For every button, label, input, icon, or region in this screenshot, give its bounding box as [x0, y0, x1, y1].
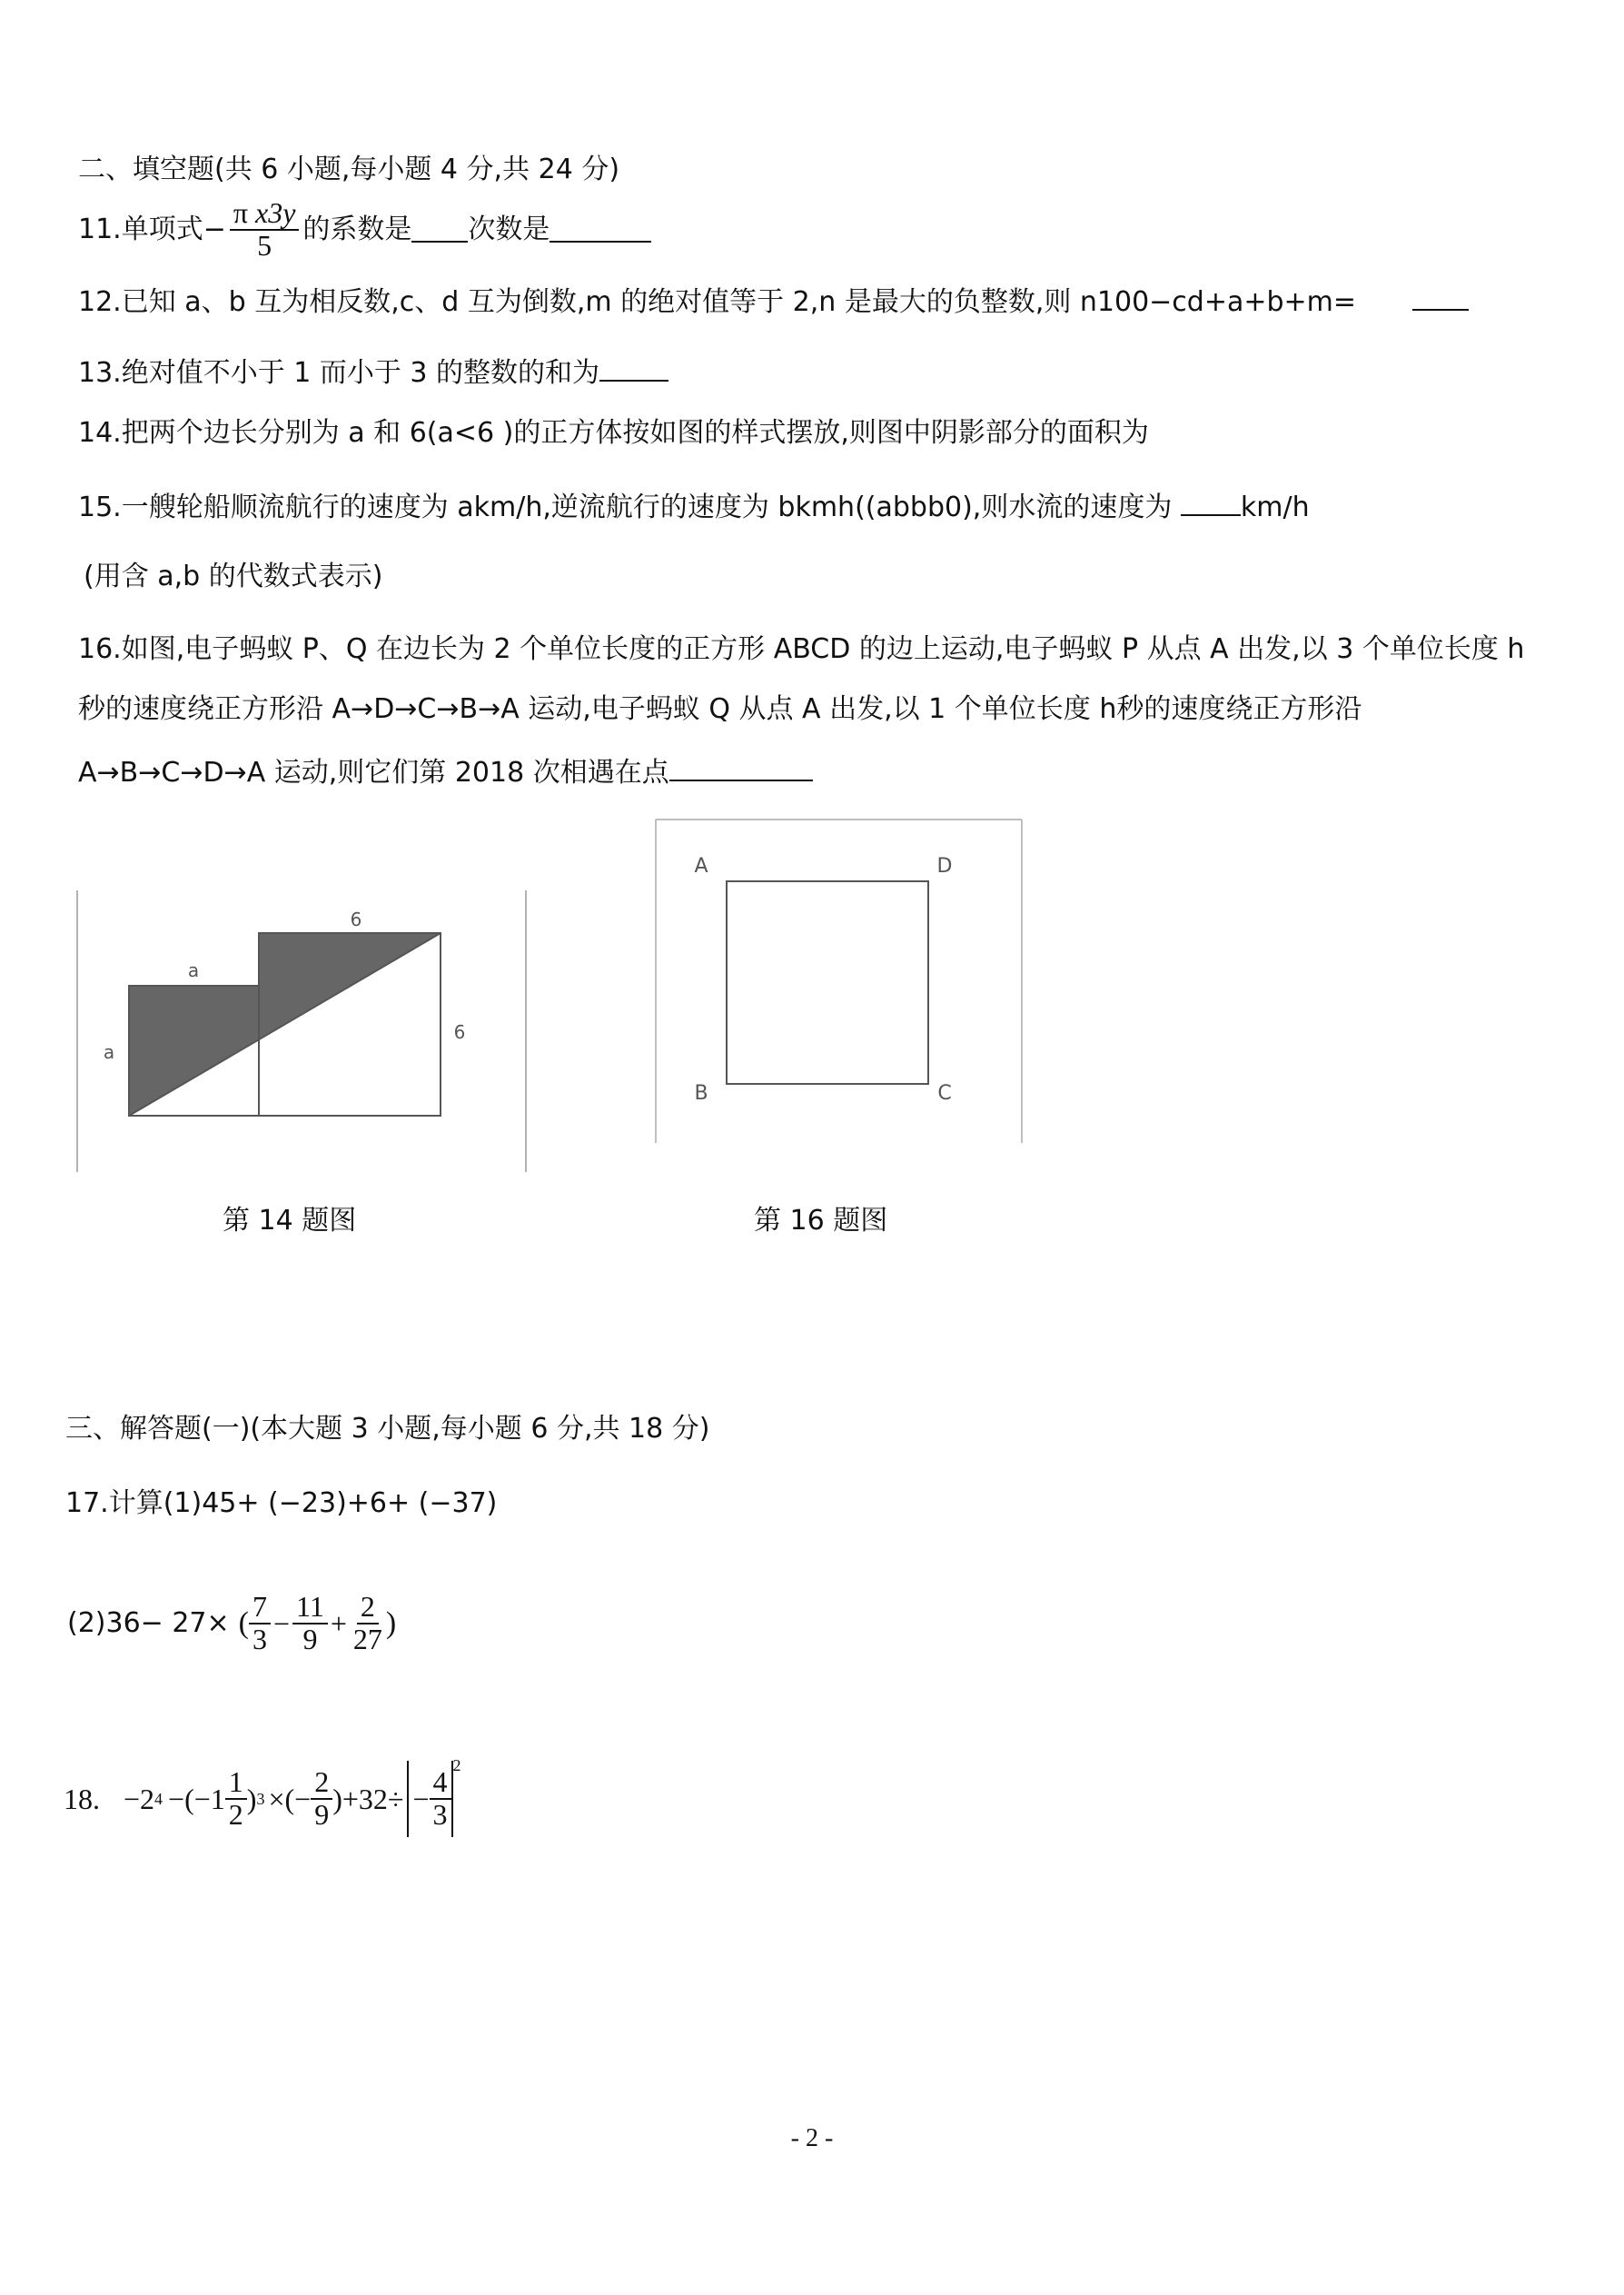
q17-part2-prefix: (2)36− 27× [67, 1606, 230, 1639]
q16-text: A→B→C→D→A 运动,则它们第 2018 次相遇在点 [78, 757, 669, 789]
question-16-line3 [78, 756, 813, 787]
question-17-part2: (2)36− 27× ( $\frac{7}{3}$ − $\frac{11}{9}$ + $\frac{2}{27}$ ) [67, 1590, 397, 1655]
q16-blank[interactable] [669, 756, 813, 781]
fig14-label-a-top: a [187, 959, 200, 981]
question-15-note: (用含 a,b 的代数式表示) [84, 561, 383, 592]
fig16-label-B: B [694, 1082, 708, 1105]
section-title-fill-in: 二、填空题(共 6 小题,每小题 4 分,共 24 分) [78, 154, 620, 185]
q11-frac-var: x3y [255, 196, 296, 229]
q18-abs-left [407, 1761, 409, 1837]
question-12 [78, 285, 1469, 316]
q18-label: 18. [64, 1783, 100, 1815]
q18-fraction-2: $\frac{2}{9}$ [311, 1767, 332, 1830]
q11-blank-degree[interactable] [550, 217, 651, 243]
q15-unit: km/h [1240, 492, 1310, 523]
q11-text-coefficient: 的系数是 [302, 213, 412, 245]
q13-text: 13.绝对值不小于 1 而小于 3 的整数的和为 [78, 357, 600, 389]
q11-frac-den: 5 [257, 228, 272, 262]
question-14 [78, 417, 1149, 449]
fig14-label-a-left: a [103, 1041, 115, 1063]
fig16-square-abcd [727, 881, 928, 1084]
q17-fraction-2: $\frac{11}{9}$ [292, 1592, 328, 1654]
fig16-label-C: C [937, 1082, 952, 1105]
fig14-caption: 第 14 题图 [223, 1205, 357, 1237]
figure-14 [74, 886, 529, 1177]
q15-blank[interactable] [1181, 491, 1241, 516]
q15-text: 15.一艘轮船顺流航行的速度为 akm/h,逆流航行的速度为 bkmh((abbb0),则水流的速度为 [78, 492, 1173, 523]
q17-fraction-1: $\frac{7}{3}$ [249, 1592, 271, 1654]
q17-fraction-3: $\frac{2}{27}$ [352, 1590, 382, 1655]
q12-text: 12.已知 a、b 互为相反数,c、d 互为倒数,m 的绝对值等于 2,n 是最大的负整数,则 n100−cd+a+b+m= [78, 286, 1357, 318]
section-title-solve: 三、解答题(一)(本大题 3 小题,每小题 6 分,共 18 分) [65, 1413, 710, 1445]
question-16-line1: 16.如图,电子蚂蚁 P、Q 在边长为 2 个单位长度的正方形 ABCD 的边上运动,电子蚂蚁 P 从点 A 出发,以 3 个单位长度 h [78, 633, 1525, 665]
q11-frac-pi: π [233, 196, 256, 229]
question-11 [78, 198, 651, 261]
q11-prefix: 11.单项式− [78, 213, 226, 245]
page-number: - 2 - [790, 2124, 834, 2152]
q12-blank[interactable] [1412, 285, 1469, 311]
q18-fraction-1: $\frac{1}{2}$ [225, 1767, 247, 1830]
q18-fraction-3: $\frac{4}{3}$ [430, 1767, 451, 1830]
figure-16 [654, 818, 1026, 1145]
question-17-part1: 17.计算(1)45+ (−23)+6+ (−37) [65, 1487, 498, 1519]
q14-text: 14.把两个边长分别为 a 和 6(a<6 )的正方体按如图的样式摆放,则图中阴影部分的面积为 [78, 417, 1149, 449]
q13-blank[interactable] [599, 356, 668, 382]
fig16-caption: 第 16 题图 [754, 1205, 888, 1237]
fig14-label-6-top: 6 [350, 909, 362, 930]
fig16-label-D: D [936, 855, 953, 878]
q11-fraction [230, 198, 300, 261]
q11-text-degree: 次数是 [468, 213, 550, 245]
question-16-line2: 秒的速度绕正方形沿 A→D→C→B→A 运动,电子蚂蚁 Q 从点 A 出发,以 1 个单位长度 h秒的速度绕正方形沿 [78, 693, 1362, 725]
question-15 [78, 491, 1310, 522]
fig16-label-A: A [694, 855, 708, 878]
question-18: 18. −2 4 −(−1 $\frac{1}{2}$ ) 3 ×(− $\frac{2}{9}$ )+32÷ − $\frac{4}{3}$ $^2$ [64, 1761, 461, 1837]
q11-blank-coefficient[interactable] [411, 217, 468, 243]
fig14-label-6-right: 6 [453, 1021, 466, 1043]
question-13 [78, 356, 668, 387]
